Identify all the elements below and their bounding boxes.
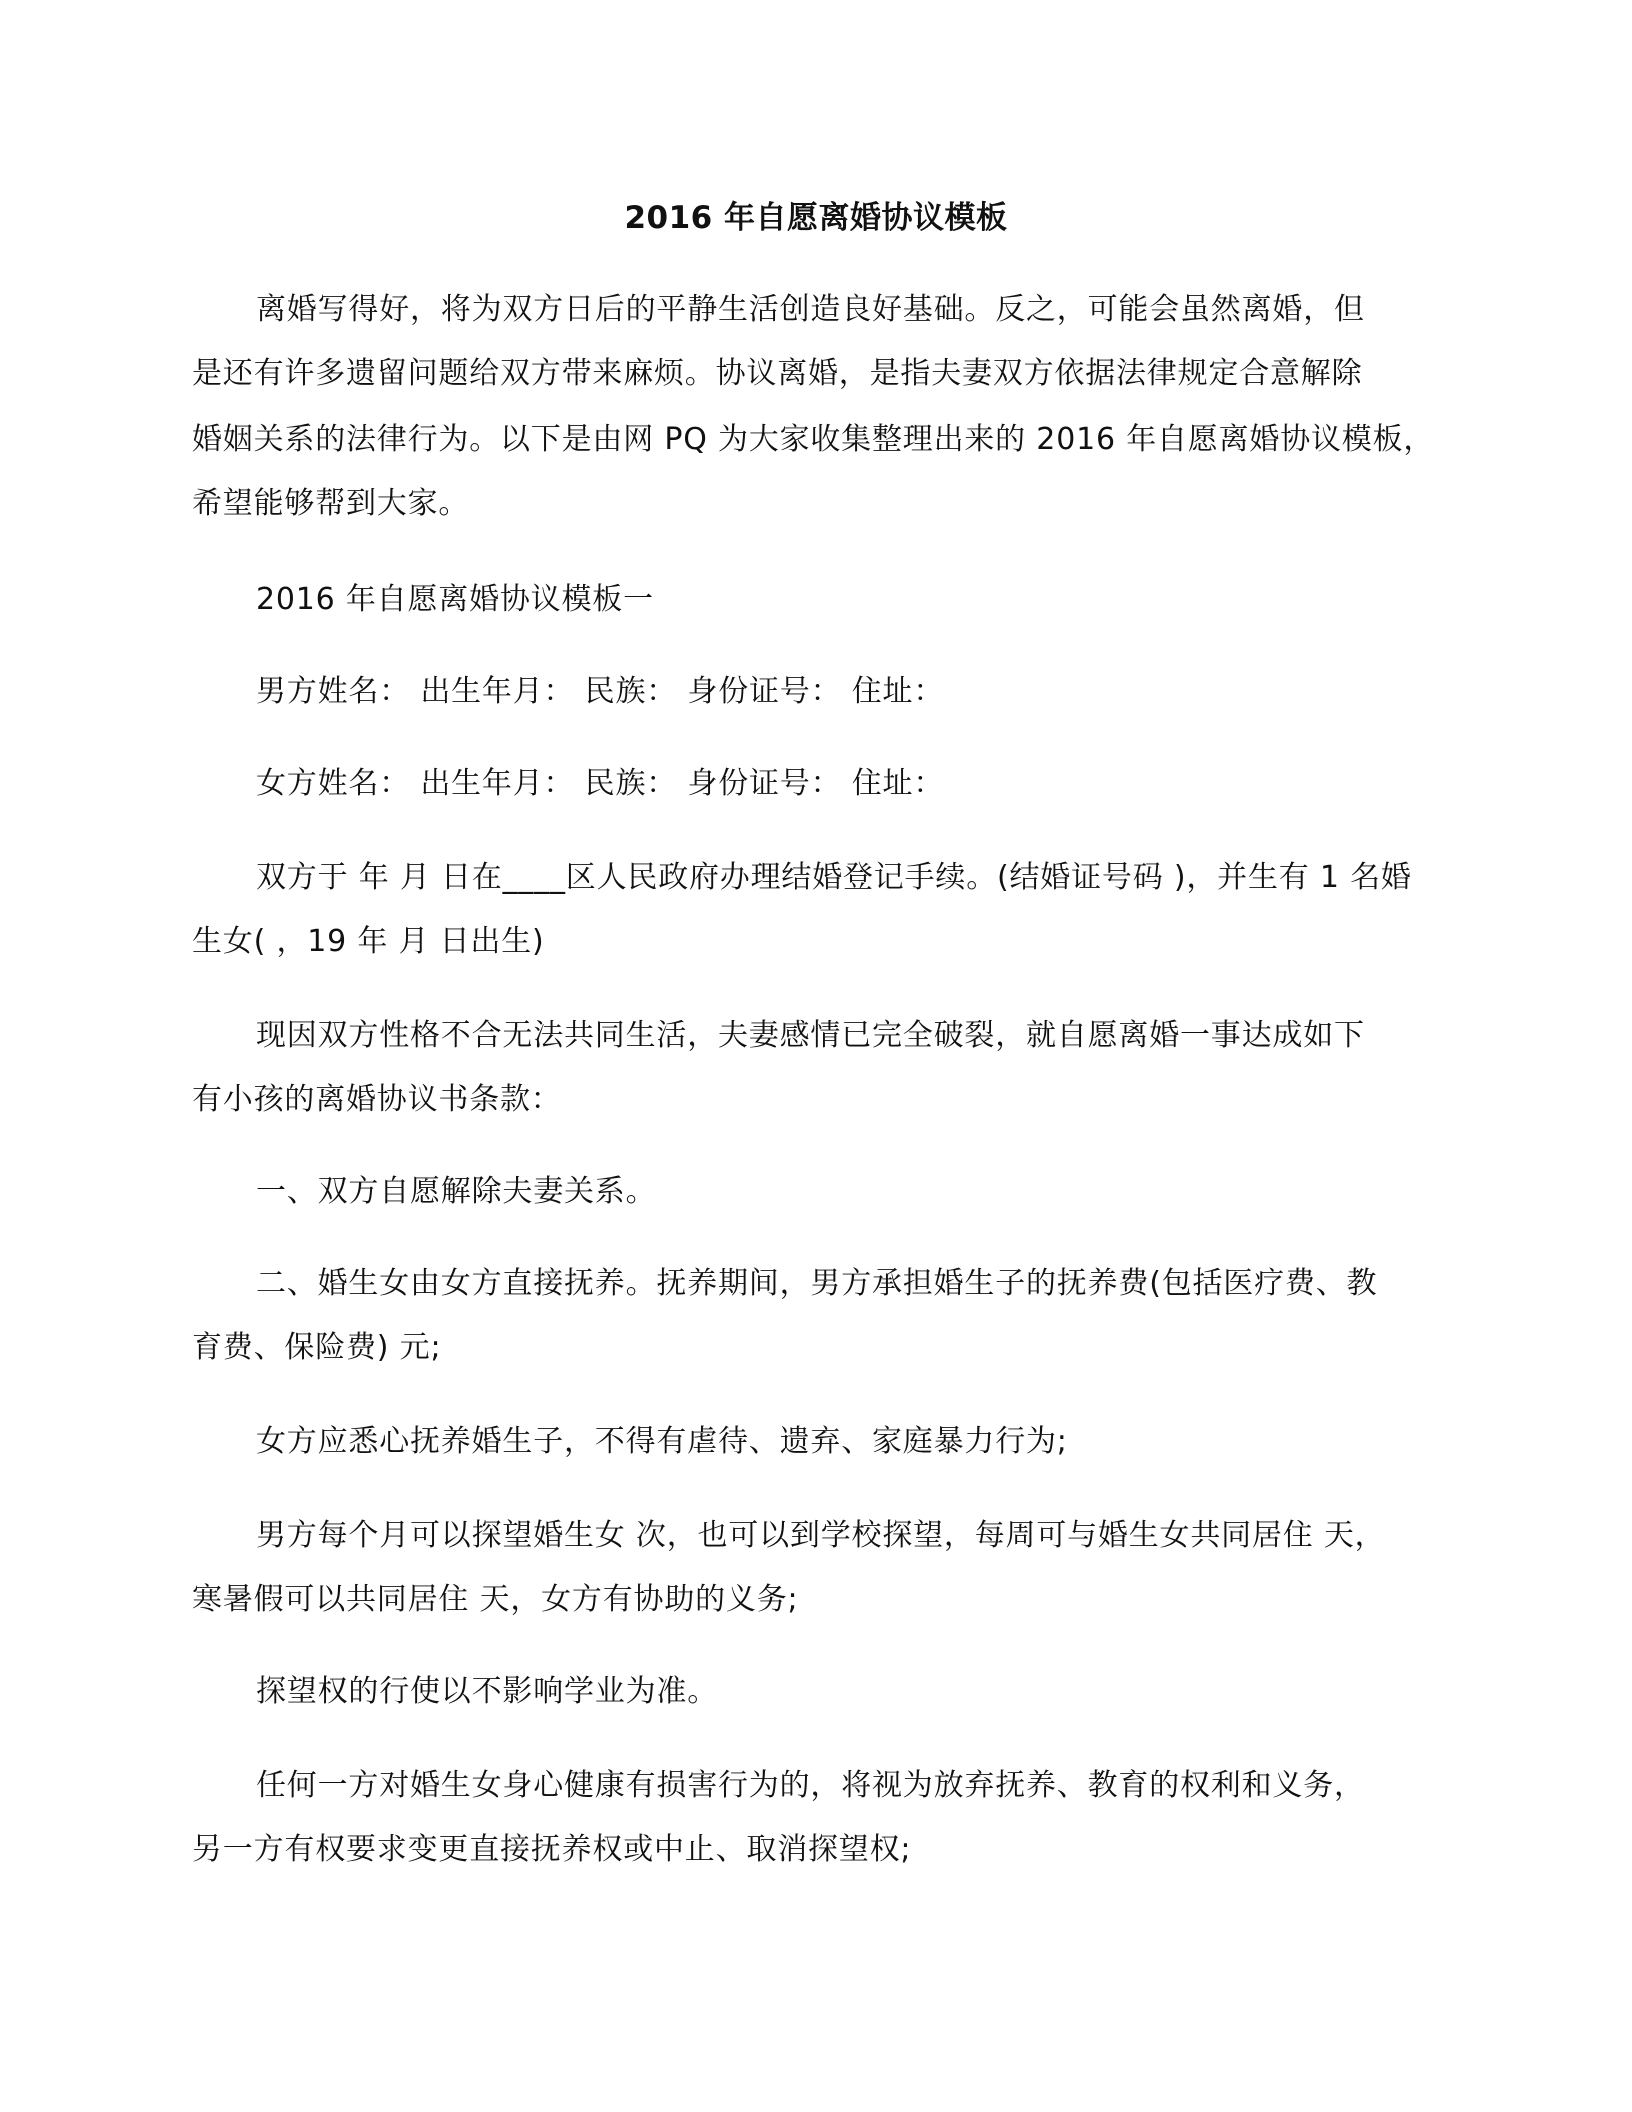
clause-one-line: 一、双方自愿解除夫妻关系。 — [256, 1174, 657, 1209]
harm-clause-line-2: 另一方有权要求变更直接抚养权或中止、取消探望权; — [192, 1832, 912, 1867]
harm-clause-line-1: 任何一方对婚生女身心健康有损害行为的，将视为放弃抚养、教育的权利和义务， — [256, 1768, 1365, 1803]
marriage-registration-line-1: 双方于 年 月 日在____区人民政府办理结婚登记手续。(结婚证号码 )，并生有 1 名婚 — [256, 860, 1412, 895]
divorce-reason-line-1: 现因双方性格不合无法共同生活，夫妻感情已完全破裂，就自愿离婚一事达成如下 — [256, 1018, 1365, 1053]
paragraph-intro-line-3: 婚姻关系的法律行为。以下是由网 PQ 为大家收集整理出来的 2016 年自愿离婚协议模板， — [192, 422, 1435, 457]
section-heading: 2016 年自愿离婚协议模板一 — [256, 582, 654, 617]
document-title: 2016 年自愿离婚协议模板 — [624, 200, 1008, 236]
paragraph-intro-line-4: 希望能够帮到大家。 — [192, 486, 470, 521]
custody-duty-line: 女方应悉心抚养婚生子，不得有虐待、遗弃、家庭暴力行为; — [256, 1424, 1068, 1459]
male-info-line: 男方姓名： 出生年月： 民族： 身份证号： 住址： — [256, 674, 945, 709]
visitation-line-1: 男方每个月可以探望婚生女 次，也可以到学校探望，每周可与婚生女共同居住 天， — [256, 1518, 1386, 1553]
visitation-rule-line: 探望权的行使以不影响学业为准。 — [256, 1674, 718, 1709]
paragraph-intro-line-2: 是还有许多遗留问题给双方带来麻烦。协议离婚，是指夫妻双方依据法律规定合意解除 — [192, 356, 1363, 391]
clause-two-line-2: 育费、保险费) 元; — [192, 1330, 442, 1365]
divorce-reason-line-2: 有小孩的离婚协议书条款： — [192, 1082, 562, 1117]
female-info-line: 女方姓名： 出生年月： 民族： 身份证号： 住址： — [256, 766, 945, 801]
visitation-line-2: 寒暑假可以共同居住 天，女方有协助的义务; — [192, 1582, 799, 1617]
marriage-registration-line-2: 生女( ，19 年 月 日出生) — [192, 924, 545, 959]
paragraph-intro-line-1: 离婚写得好，将为双方日后的平静生活创造良好基础。反之，可能会虽然离婚，但 — [256, 292, 1365, 327]
clause-two-line-1: 二、婚生女由女方直接抚养。抚养期间，男方承担婚生子的抚养费(包括医疗费、教 — [256, 1266, 1378, 1301]
